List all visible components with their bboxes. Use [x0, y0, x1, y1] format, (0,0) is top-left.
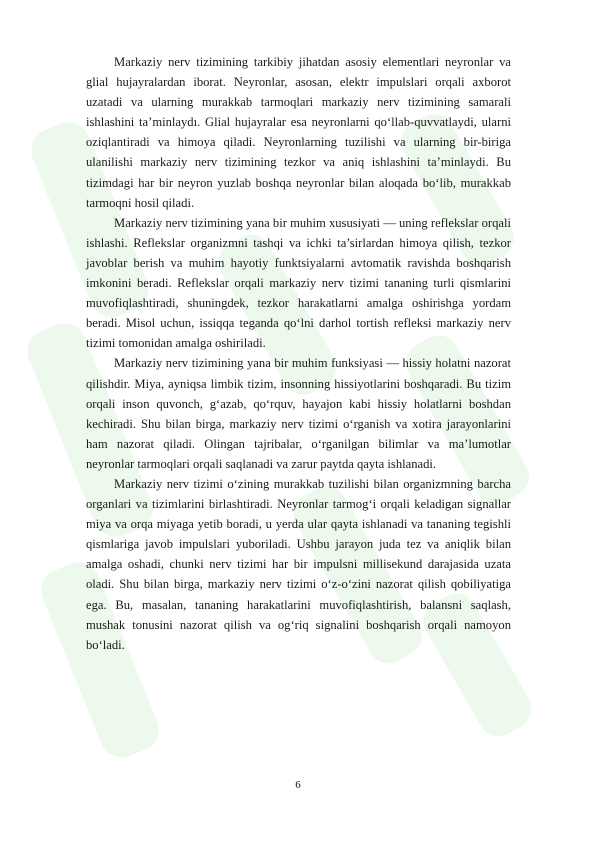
paragraph-1: Markaziy nerv tizimining tarkibiy jihatdan asosiy elementlari neyronlar va glial hujayralardan iborat. Neyronlar, asosan, elektr impulslari orqali axborot uzatadi va ularning murakkab tarmoqlari markaziy nerv tizimining samarali ishlashini ta’minlaydı. Glial hujayralar esa neyronlarni qo‘llab-quvvatlaydi, ularni oziqlantiradi va himoya qiladi. Neyronlarning tuzilishi va ularning bir-biriga ulanilishi markaziy nerv tizimining tezkor va aniq ishlashini ta’minlaydi. Bu tizimdagi har bir neyron yuzlab boshqa neyronlar bilan aloqada bo‘lib, murakkab tarmoqni hosil qiladi.	[86, 55, 511, 210]
paragraph-2: Markaziy nerv tizimining yana bir muhim xususiyati — uning reflekslar orqali ishlashi. Reflekslar organizmni tashqi va ichki ta’sirlardan himoya qilish, tezkor javoblar berish va muhim hayotiy funktsiyalarni avtomatik ravishda boshqarish imkonini beradi. Reflekslar orqali markaziy nerv tizimi tananing turli qismlarini muvofiqlashtiradi, shuningdek, tezkor harakatlarni amalga oshirishga yordam beradi. Misol uchun, issiqqa teganda qo‘lni darhol tortish refleksi markaziy nerv tizimi tomonidan amalga oshiriladi.	[86, 215, 511, 351]
paragraph-4: Markaziy nerv tizimi o‘zining murakkab tuzilishi bilan organizmning barcha organlari va tizimlarini birlashtiradi. Neyronlar tarmog‘i orqali keladigan signallar miya va orqa miyaga yetib boradi, u yerda ular qayta ishlanadi va tananing tegishli qismlariga javob impulslari yuboriladi. Ushbu jarayon juda tez va aniqlik bilan amalga oshadi, chunki nerv tizimi har bir impulsni millisekund darajasida uzata oladi. Shu bilan birga, markaziy nerv tizimi o‘z-o‘zini nazorat qilish qobiliyatiga ega. Bu, masalan, tananing harakatlarini muvofiqlashtirish, balansni saqlash, mushak tonusini nazorat qilish va og‘riq signalini boshqarish orqali namoyon bo‘ladi.	[86, 476, 511, 652]
page-number: 6	[295, 779, 301, 791]
body-text	[86, 52, 511, 655]
paragraph-3: Markaziy nerv tizimining yana bir muhim funksiyasi — hissiy holatni nazorat qilishdir. Miya, ayniqsa limbik tizim, insonning hissiyotlarini boshqaradi. Bu tizim orqali inson quvonch, g‘azab, qo‘rquv, hayajon kabi hissiy holatlarni boshdan kechiradi. Shu bilan birga, markaziy nerv tizimi o‘rganish va xotira jarayonlarini ham nazorat qiladi. Olingan tajribalar, o‘rganilgan bilimlar va ma’lumotlar neyronlar tarmoqlari orqali saqlanadi va zarur paytda qayta ishlanadi.	[86, 356, 511, 471]
